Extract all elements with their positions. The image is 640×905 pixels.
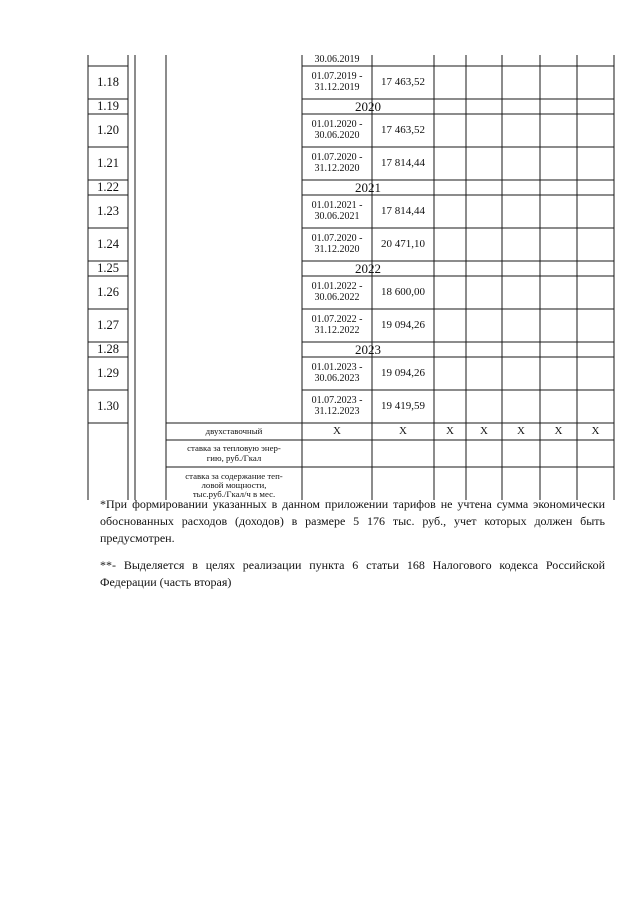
row-number: 1.20 [97, 122, 119, 137]
row-number: 1.18 [97, 74, 119, 89]
row-number: 1.28 [97, 342, 119, 356]
not-applicable-mark: X [446, 424, 454, 437]
tariff-value: 17 463,52 [381, 75, 425, 88]
row-number: 1.21 [97, 155, 119, 170]
row-number: 1.29 [97, 365, 119, 380]
tariff-period [302, 390, 372, 423]
period-start: 01.07.2020 - [311, 152, 363, 163]
two-part-label: двухставочный [205, 425, 263, 436]
period-fragment: 30.06.2019 [314, 55, 360, 66]
period-start: 01.01.2020 - [311, 119, 363, 130]
period-end: 30.06.2023 [314, 372, 360, 384]
period-start: 01.07.2022 - [311, 314, 363, 325]
period-start: 01.01.2021 - [311, 200, 363, 211]
period-start: 01.07.2020 - [311, 233, 363, 244]
period-end: 30.06.2021 [314, 210, 360, 222]
year-heading: 2023 [355, 342, 381, 357]
tariff-value: 19 094,26 [381, 318, 425, 331]
period-start: 01.07.2019 - [311, 71, 363, 82]
capacity-rate-label-line: ставка за содержание теп- [185, 470, 283, 481]
not-applicable-mark: X [591, 424, 600, 437]
footnote-unaccounted-expenses: *При формировании указанных в данном приложении тарифов не учтена сумма экономически обоснованных расходов (доходов) в размере 5 176 тыс. руб., учет которых должен быть предусмотрен. [100, 497, 605, 545]
row-number: 1.30 [97, 398, 119, 413]
capacity-rate-label-line: тыс.руб./Гкал/ч в мес. [192, 489, 276, 500]
heat-rate-label [166, 440, 302, 467]
tariff-value: 18 600,00 [381, 285, 425, 298]
row-number: 1.24 [97, 236, 119, 251]
period-end: 31.12.2022 [314, 324, 360, 336]
not-applicable-mark: X [399, 424, 407, 437]
row-number: 1.27 [97, 317, 119, 332]
row-number: 1.19 [97, 99, 119, 113]
tariff-period [302, 114, 372, 147]
heat-rate-label-line: гию, руб./Гкал [206, 452, 262, 463]
year-heading: 2022 [355, 261, 381, 276]
tariff-period [302, 276, 372, 309]
period-start: 01.01.2023 - [311, 362, 363, 373]
tariff-period [302, 228, 372, 261]
period-end: 30.06.2022 [314, 291, 360, 303]
tariff-value: 17 463,52 [381, 123, 425, 136]
not-applicable-mark: X [554, 424, 563, 437]
row-number: 1.22 [97, 180, 119, 194]
not-applicable-mark: X [480, 424, 488, 437]
tariff-period [302, 309, 372, 342]
tariff-period [302, 195, 372, 228]
tariff-period [302, 147, 372, 180]
tariff-value: 19 094,26 [381, 366, 425, 379]
capacity-rate-label-line: ловой мощности, [201, 479, 267, 490]
period-end: 30.06.2020 [314, 129, 360, 141]
period-start: 01.07.2023 - [311, 395, 363, 406]
year-heading: 2020 [355, 99, 381, 114]
footnote-tax-code: **- Выделяется в целях реализации пункта 6 статьи 168 Налогового кодекса Российской Федерации (часть вторая) [100, 558, 605, 589]
period-start: 01.01.2022 - [311, 281, 363, 292]
period-end: 31.12.2023 [314, 405, 360, 417]
period-end: 31.12.2019 [314, 81, 360, 93]
year-heading: 2021 [355, 180, 381, 195]
row-number: 1.23 [97, 203, 119, 218]
tariff-period [302, 357, 372, 390]
not-applicable-mark: X [517, 424, 525, 437]
period-end: 31.12.2020 [314, 162, 360, 174]
heat-rate-label-line: ставка за тепловую энер- [187, 443, 281, 454]
row-number: 1.26 [97, 284, 119, 299]
tariff-value: 20 471,10 [381, 237, 425, 250]
tariff-value: 17 814,44 [381, 156, 425, 169]
period-end: 31.12.2020 [314, 243, 360, 255]
row-number: 1.25 [97, 261, 119, 275]
not-applicable-mark: X [333, 424, 341, 437]
tariff-value: 17 814,44 [381, 204, 425, 217]
tariff-value: 19 419,59 [381, 399, 425, 412]
tariff-period [302, 66, 372, 99]
